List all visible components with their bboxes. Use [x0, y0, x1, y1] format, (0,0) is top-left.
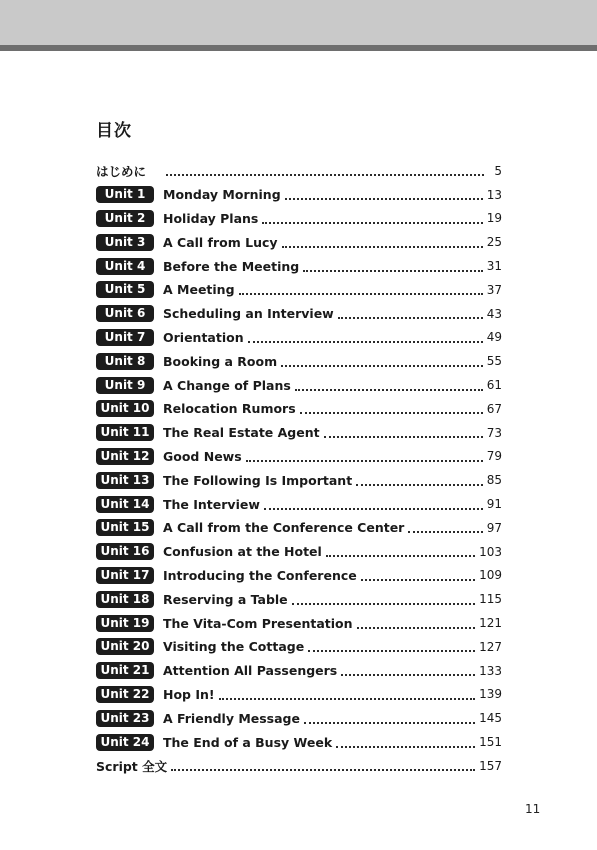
dot-leader [285, 197, 483, 200]
toc-entry-unit[interactable] [96, 445, 502, 469]
toc-page-number: 43 [486, 306, 502, 321]
dot-leader [219, 697, 475, 700]
table-of-contents [96, 159, 502, 778]
unit-title: The Interview [163, 496, 260, 512]
toc-entry-unit[interactable] [96, 373, 502, 397]
toc-page-number: 115 [479, 592, 502, 607]
unit-title: The Following Is Important [163, 472, 353, 488]
dot-leader [239, 292, 483, 295]
unit-badge: Unit 21 [96, 662, 154, 679]
toc-entry-unit[interactable] [96, 706, 502, 730]
dot-leader [408, 530, 482, 533]
unit-badge: Unit 4 [96, 258, 154, 275]
unit-title: Confusion at the Hotel [163, 544, 322, 560]
dot-leader [304, 721, 475, 724]
toc-page-number: 121 [479, 616, 502, 631]
unit-title: Reserving a Table [163, 591, 288, 607]
unit-title: Relocation Rumors [163, 401, 296, 417]
toc-entry-unit[interactable] [96, 611, 502, 635]
unit-title: Introducing the Conference [163, 567, 357, 583]
header-band [0, 0, 597, 45]
toc-entry-unit[interactable] [96, 421, 502, 445]
page-number: 11 [525, 802, 541, 816]
unit-badge: Unit 19 [96, 615, 154, 632]
toc-page-number: 133 [479, 663, 502, 678]
dot-leader [336, 745, 475, 748]
dot-leader [338, 316, 483, 319]
toc-entry-unit[interactable] [96, 207, 502, 231]
toc-page-number: 25 [486, 235, 502, 250]
toc-entry-unit[interactable] [96, 278, 502, 302]
unit-title: A Call from the Conference Center [163, 520, 405, 536]
dot-leader [341, 673, 475, 676]
toc-page-number: 55 [486, 354, 502, 369]
dot-leader [361, 578, 475, 581]
unit-badge: Unit 1 [96, 186, 154, 203]
dot-leader [295, 388, 483, 391]
unit-title: The End of a Busy Week [163, 734, 333, 750]
toc-entry-unit[interactable] [96, 659, 502, 683]
dot-leader [308, 649, 475, 652]
unit-badge: Unit 9 [96, 377, 154, 394]
unit-title: Scheduling an Interview [163, 306, 334, 322]
toc-entry-unit[interactable] [96, 183, 502, 207]
dot-leader [303, 269, 482, 272]
unit-badge: Unit 2 [96, 210, 154, 227]
unit-badge: Unit 8 [96, 353, 154, 370]
toc-entry-unit[interactable] [96, 254, 502, 278]
toc-page-number: 139 [479, 687, 502, 702]
toc-page-number: 151 [479, 735, 502, 750]
toc-page-number: 61 [486, 378, 502, 393]
unit-badge: Unit 15 [96, 519, 154, 536]
unit-badge: Unit 6 [96, 305, 154, 322]
toc-entry-unit[interactable] [96, 635, 502, 659]
toc-page-number: 103 [479, 544, 502, 559]
unit-badge: Unit 23 [96, 710, 154, 727]
toc-page-number: 91 [486, 497, 502, 512]
toc-page-number: 109 [479, 568, 502, 583]
dot-leader [281, 364, 483, 367]
unit-title: The Real Estate Agent [163, 425, 320, 441]
dot-leader [262, 221, 482, 224]
dot-leader [292, 602, 475, 605]
dot-leader [264, 507, 483, 510]
unit-badge: Unit 22 [96, 686, 154, 703]
dot-leader [246, 459, 483, 462]
toc-script-label: Script 全文 [96, 758, 168, 774]
toc-entry-unit[interactable] [96, 492, 502, 516]
unit-title: Monday Morning [163, 187, 281, 203]
unit-title: Booking a Room [163, 353, 278, 369]
unit-badge: Unit 11 [96, 424, 154, 441]
toc-page-number: 31 [486, 259, 502, 274]
unit-badge: Unit 10 [96, 400, 154, 417]
dot-leader [326, 554, 475, 557]
toc-entry-unit[interactable] [96, 516, 502, 540]
unit-badge: Unit 5 [96, 281, 154, 298]
dot-leader [357, 626, 476, 629]
page-title: 目次 [96, 121, 132, 141]
toc-page-number: 37 [486, 282, 502, 297]
dot-leader [166, 173, 484, 176]
unit-title: The Vita-Com Presentation [163, 615, 353, 631]
dot-leader [300, 411, 483, 414]
unit-title: Before the Meeting [163, 258, 300, 274]
unit-title: Hop In! [163, 686, 215, 702]
unit-title: Visiting the Cottage [163, 639, 305, 655]
toc-entry-unit[interactable] [96, 540, 502, 564]
toc-page-number: 127 [479, 639, 502, 654]
toc-entry-unit[interactable] [96, 326, 502, 350]
toc-entry-unit[interactable] [96, 397, 502, 421]
toc-entry-unit[interactable] [96, 587, 502, 611]
header-rule [0, 45, 597, 51]
unit-title: Attention All Passengers [163, 663, 338, 679]
unit-badge: Unit 24 [96, 734, 154, 751]
unit-badge: Unit 3 [96, 234, 154, 251]
toc-entry-unit[interactable] [96, 230, 502, 254]
unit-badge: Unit 13 [96, 472, 154, 489]
toc-entry-intro[interactable] [96, 159, 502, 183]
unit-badge: Unit 17 [96, 567, 154, 584]
unit-badge: Unit 20 [96, 638, 154, 655]
unit-badge: Unit 14 [96, 496, 154, 513]
dot-leader [171, 768, 475, 771]
toc-page-number: 145 [479, 711, 502, 726]
toc-page-number: 85 [486, 473, 502, 488]
toc-page-number: 97 [486, 520, 502, 535]
toc-page-number: 79 [486, 449, 502, 464]
dot-leader [248, 340, 483, 343]
unit-badge: Unit 7 [96, 329, 154, 346]
unit-badge: Unit 16 [96, 543, 154, 560]
unit-title: A Friendly Message [163, 710, 300, 726]
dot-leader [356, 483, 483, 486]
toc-entry-unit[interactable] [96, 302, 502, 326]
unit-badge: Unit 12 [96, 448, 154, 465]
toc-entry-unit[interactable] [96, 564, 502, 588]
toc-page-number: 157 [479, 758, 502, 773]
unit-title: Good News [163, 448, 242, 464]
unit-title: Orientation [163, 329, 244, 345]
toc-intro-label: はじめに [96, 163, 147, 179]
unit-title: A Change of Plans [163, 377, 291, 393]
toc-page-number: 19 [486, 211, 502, 226]
toc-entry-unit[interactable] [96, 683, 502, 707]
unit-title: A Call from Lucy [163, 234, 278, 250]
toc-page-number: 67 [486, 401, 502, 416]
toc-page-number: 13 [486, 187, 502, 202]
toc-entry-script[interactable] [96, 754, 502, 778]
dot-leader [324, 435, 483, 438]
toc-page-number: 5 [494, 163, 502, 178]
unit-badge: Unit 18 [96, 591, 154, 608]
dot-leader [282, 245, 483, 248]
toc-entry-unit[interactable] [96, 730, 502, 754]
toc-entry-unit[interactable] [96, 349, 502, 373]
toc-entry-unit[interactable] [96, 468, 502, 492]
toc-page-number: 73 [486, 425, 502, 440]
unit-title: Holiday Plans [163, 210, 259, 226]
toc-page-number: 49 [486, 330, 502, 345]
unit-title: A Meeting [163, 282, 235, 298]
